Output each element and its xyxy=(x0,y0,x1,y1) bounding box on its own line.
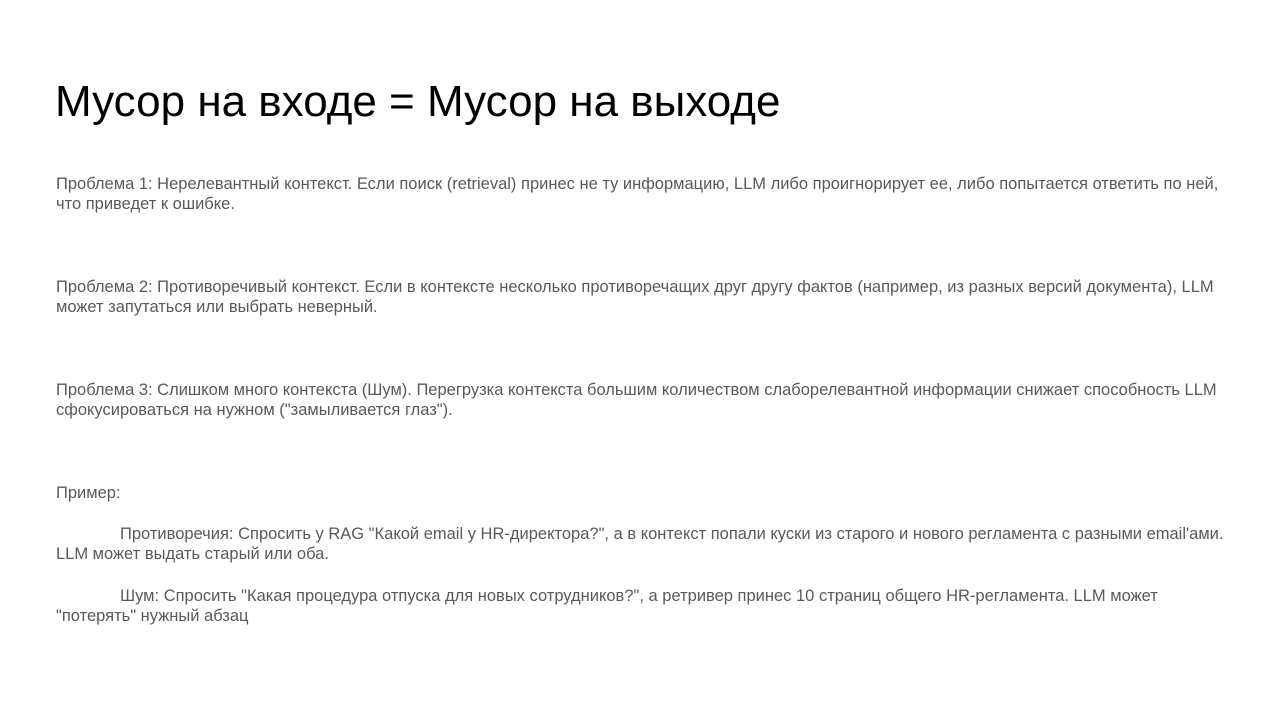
example-noise-paragraph: Шум: Спросить "Какая процедура отпуска для новых сотрудников?", а ретривер принес 10 страниц общего HR-регламента. LLM может "потерять" нужный абзац xyxy=(56,587,1158,625)
problem-2-paragraph: Проблема 2: Противоречивый контекст. Если в контексте несколько противоречащих друг другу фактов (например, из разных версий документа), LLM может запутаться или выбрать неверный. xyxy=(56,278,1214,316)
example-label: Пример: xyxy=(56,484,121,502)
slide-title: Мусор на входе = Мусор на выходе xyxy=(55,77,781,126)
example-contradiction-paragraph: Противоречия: Спросить у RAG "Какой email у HR-директора?", а в контекст попали куски из старого и нового регламента с разными email'ами. LLM может выдать старый или оба. xyxy=(56,525,1224,563)
problem-1-paragraph: Проблема 1: Нерелевантный контекст. Если поиск (retrieval) принес не ту информацию, LLM либо проигнорирует ее, либо попытается ответить по ней, что приведет к ошибке. xyxy=(56,175,1219,213)
problem-3-paragraph: Проблема 3: Слишком много контекста (Шум). Перегрузка контекста большим количеством слаборелевантной информации снижает способность LLM сфокусироваться на нужном ("замыливается глаз"). xyxy=(56,381,1217,419)
